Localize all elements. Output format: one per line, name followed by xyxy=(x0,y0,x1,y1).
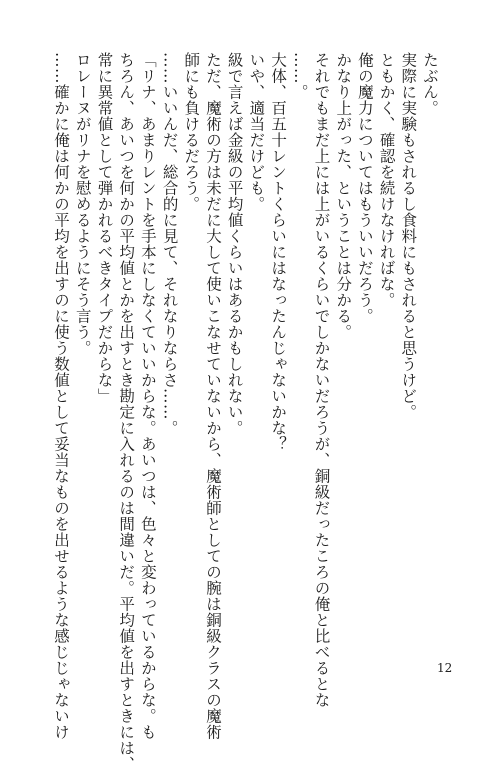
text-line: ちろん、あいつを何かの平均値とかを出すとき勘定に入れるのは間違いだ。平均値を出すときには、 xyxy=(117,52,136,772)
text-line: ……いいんだ、総合的に見て、それなりならさ……。 xyxy=(160,52,179,436)
body-text xyxy=(40,52,440,772)
text-line: 「リナ、あまりレントを手本にしなくていいからな。あいつは、色々と変わっているからな。も xyxy=(138,52,157,740)
text-line: 俺の魔力についてはもういいだろう。 xyxy=(355,52,374,324)
text-line: ともかく、確認を続けなければな。 xyxy=(377,52,396,308)
text-line: たぶん。 xyxy=(421,52,439,116)
text-line: それでもまだ上には上がいるくらいでしかないだろうが、銅級だったころの俺と比べるとな xyxy=(312,52,331,708)
text-line: ロレーヌがリナを慰めるようにそう言う。 xyxy=(73,52,92,356)
text-line: ……確かに俺は何かの平均を出すのに使う数値として妥当なものを出せるような感じじゃないけ xyxy=(52,52,71,740)
text-line: いや、適当だけども。 xyxy=(247,52,266,212)
text-line: 師にも負けるだろう。 xyxy=(182,52,201,212)
text-line: 実際に実験もされるし食料にもされると思うけど。 xyxy=(399,52,418,420)
text-line: かなり上がった、ということは分かる。 xyxy=(334,52,353,340)
text-line: ただ、魔術の方は未だに大して使いこなせていないから、魔術師としての腕は銅級クラスの魔術 xyxy=(203,52,222,740)
text-line: 級で言えば金級の平均値くらいはあるかもしれない。 xyxy=(225,52,244,436)
text-line: 大体、百五十レントくらいにはなったんじゃないかな？ xyxy=(269,52,288,452)
text-line: ……。 xyxy=(290,52,309,100)
page-number: 12 xyxy=(437,661,453,675)
text-line: 常に異常値として弾かれるべきタイプだからな」 xyxy=(95,52,114,404)
